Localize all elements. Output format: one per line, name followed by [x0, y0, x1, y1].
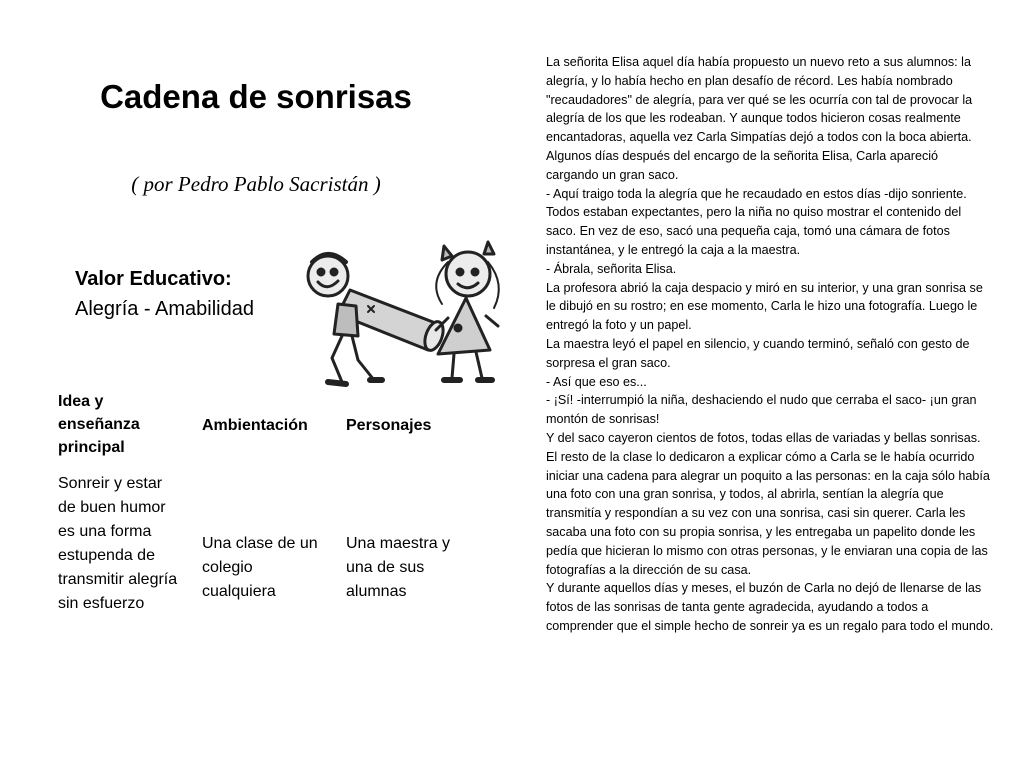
- page-title: Cadena de sonrisas: [100, 78, 412, 115]
- story-paragraph: - Aquí traigo toda la alegría que he recaudado en estos días -dijo sonriente.: [546, 186, 967, 201]
- educational-value: [75, 264, 305, 324]
- table-cell-personajes: Una maestra y una de sus alumnas: [346, 535, 451, 600]
- story-paragraph: Algunos días después del encargo de la señorita Elisa, Carla apareció cargando un gran saco.: [546, 148, 939, 182]
- story-paragraph: - Así que eso es...: [546, 374, 647, 389]
- story-paragraph: La señorita Elisa aquel día había propuesto un nuevo reto a sus alumnos: la alegría, y lo había hecho en plan desafío de récord. Les había nombrado "recaudadores" de alegría, para ver qué se les ocurría con tal de provocar la alegría de los que les rodeaban. Y aunque todos hicieron cosas realmente encantadoras, aquella vez Carla Simpatías dejó a todos con la boca abierta.: [546, 55, 973, 145]
- table-header-ambientacion: Ambientación: [202, 417, 308, 434]
- story-paragraph: Todos estaban expectantes, pero la niña no quiso mostrar el contenido del saco. En vez de eso, sacó una pequeña caja, tomó una cámara de fotos instantánea, y le entregó la caja a la maestra.: [546, 205, 962, 257]
- educational-value-label: Valor Educativo:: [75, 268, 232, 290]
- table-cell-idea: Sonreir y estar de buen humor es una forma estupenda de transmitir alegría sin esfuerzo: [58, 475, 178, 612]
- table-header-idea: Idea y enseñanza principal: [58, 393, 140, 456]
- story-paragraph: La profesora abrió la caja despacio y miró en su interior, y una gran sonrisa se le dibujó en su rostro; en ese momento, Carla le hizo una fotografía. Luego le entregó la foto y un papel.: [546, 280, 983, 333]
- story-paragraph: - Ábrala, señorita Elisa.: [546, 261, 677, 276]
- educational-value-text: Alegría - Amabilidad: [75, 298, 254, 320]
- story-paragraph: Y durante aquellos días y meses, el buzón de Carla no dejó de llenarse de las fotos de las sonrisas de tanta gente agradecida, ayudando a todos a comprender que el simple hecho de sonreir ya es un regalo para todo el mundo.: [546, 581, 994, 633]
- table-cell-ambientacion: Una clase de un colegio cualquiera: [202, 535, 318, 600]
- table-header-personajes: Personajes: [346, 417, 432, 434]
- kids-carrying-sack-illustration: [298, 232, 508, 394]
- story-paragraph: Y del saco cayeron cientos de fotos, todas ellas de variadas y bellas sonrisas.: [546, 430, 981, 445]
- story-text: [546, 53, 994, 636]
- story-paragraph: La maestra leyó el papel en silencio, y cuando terminó, señaló con gesto de sorpresa el gran saco.: [546, 336, 970, 370]
- author-line: ( por Pedro Pablo Sacristán ): [131, 172, 381, 196]
- story-paragraph: El resto de la clase lo dedicaron a explicar cómo a Carla se le había ocurrido iniciar una cadena para alegrar un poquito a las personas: en la caja sólo había una foto con una gran sonrisa, y todos, al abrirla, sentían la alegría que transmitía y respondían a su vez con una sonrisa, casi sin querer. Carla les sacaba una foto con su propia sonrisa, y les entregaba un papelito donde les pedía que hicieran lo mismo con otras personas, y le enviaran una copia de las fotografías a la dirección de su casa.: [546, 449, 990, 577]
- story-paragraph: - ¡Sí! -interrumpió la niña, deshaciendo el nudo que cerraba el saco- ¡un gran montón de sonrisas!: [546, 393, 977, 427]
